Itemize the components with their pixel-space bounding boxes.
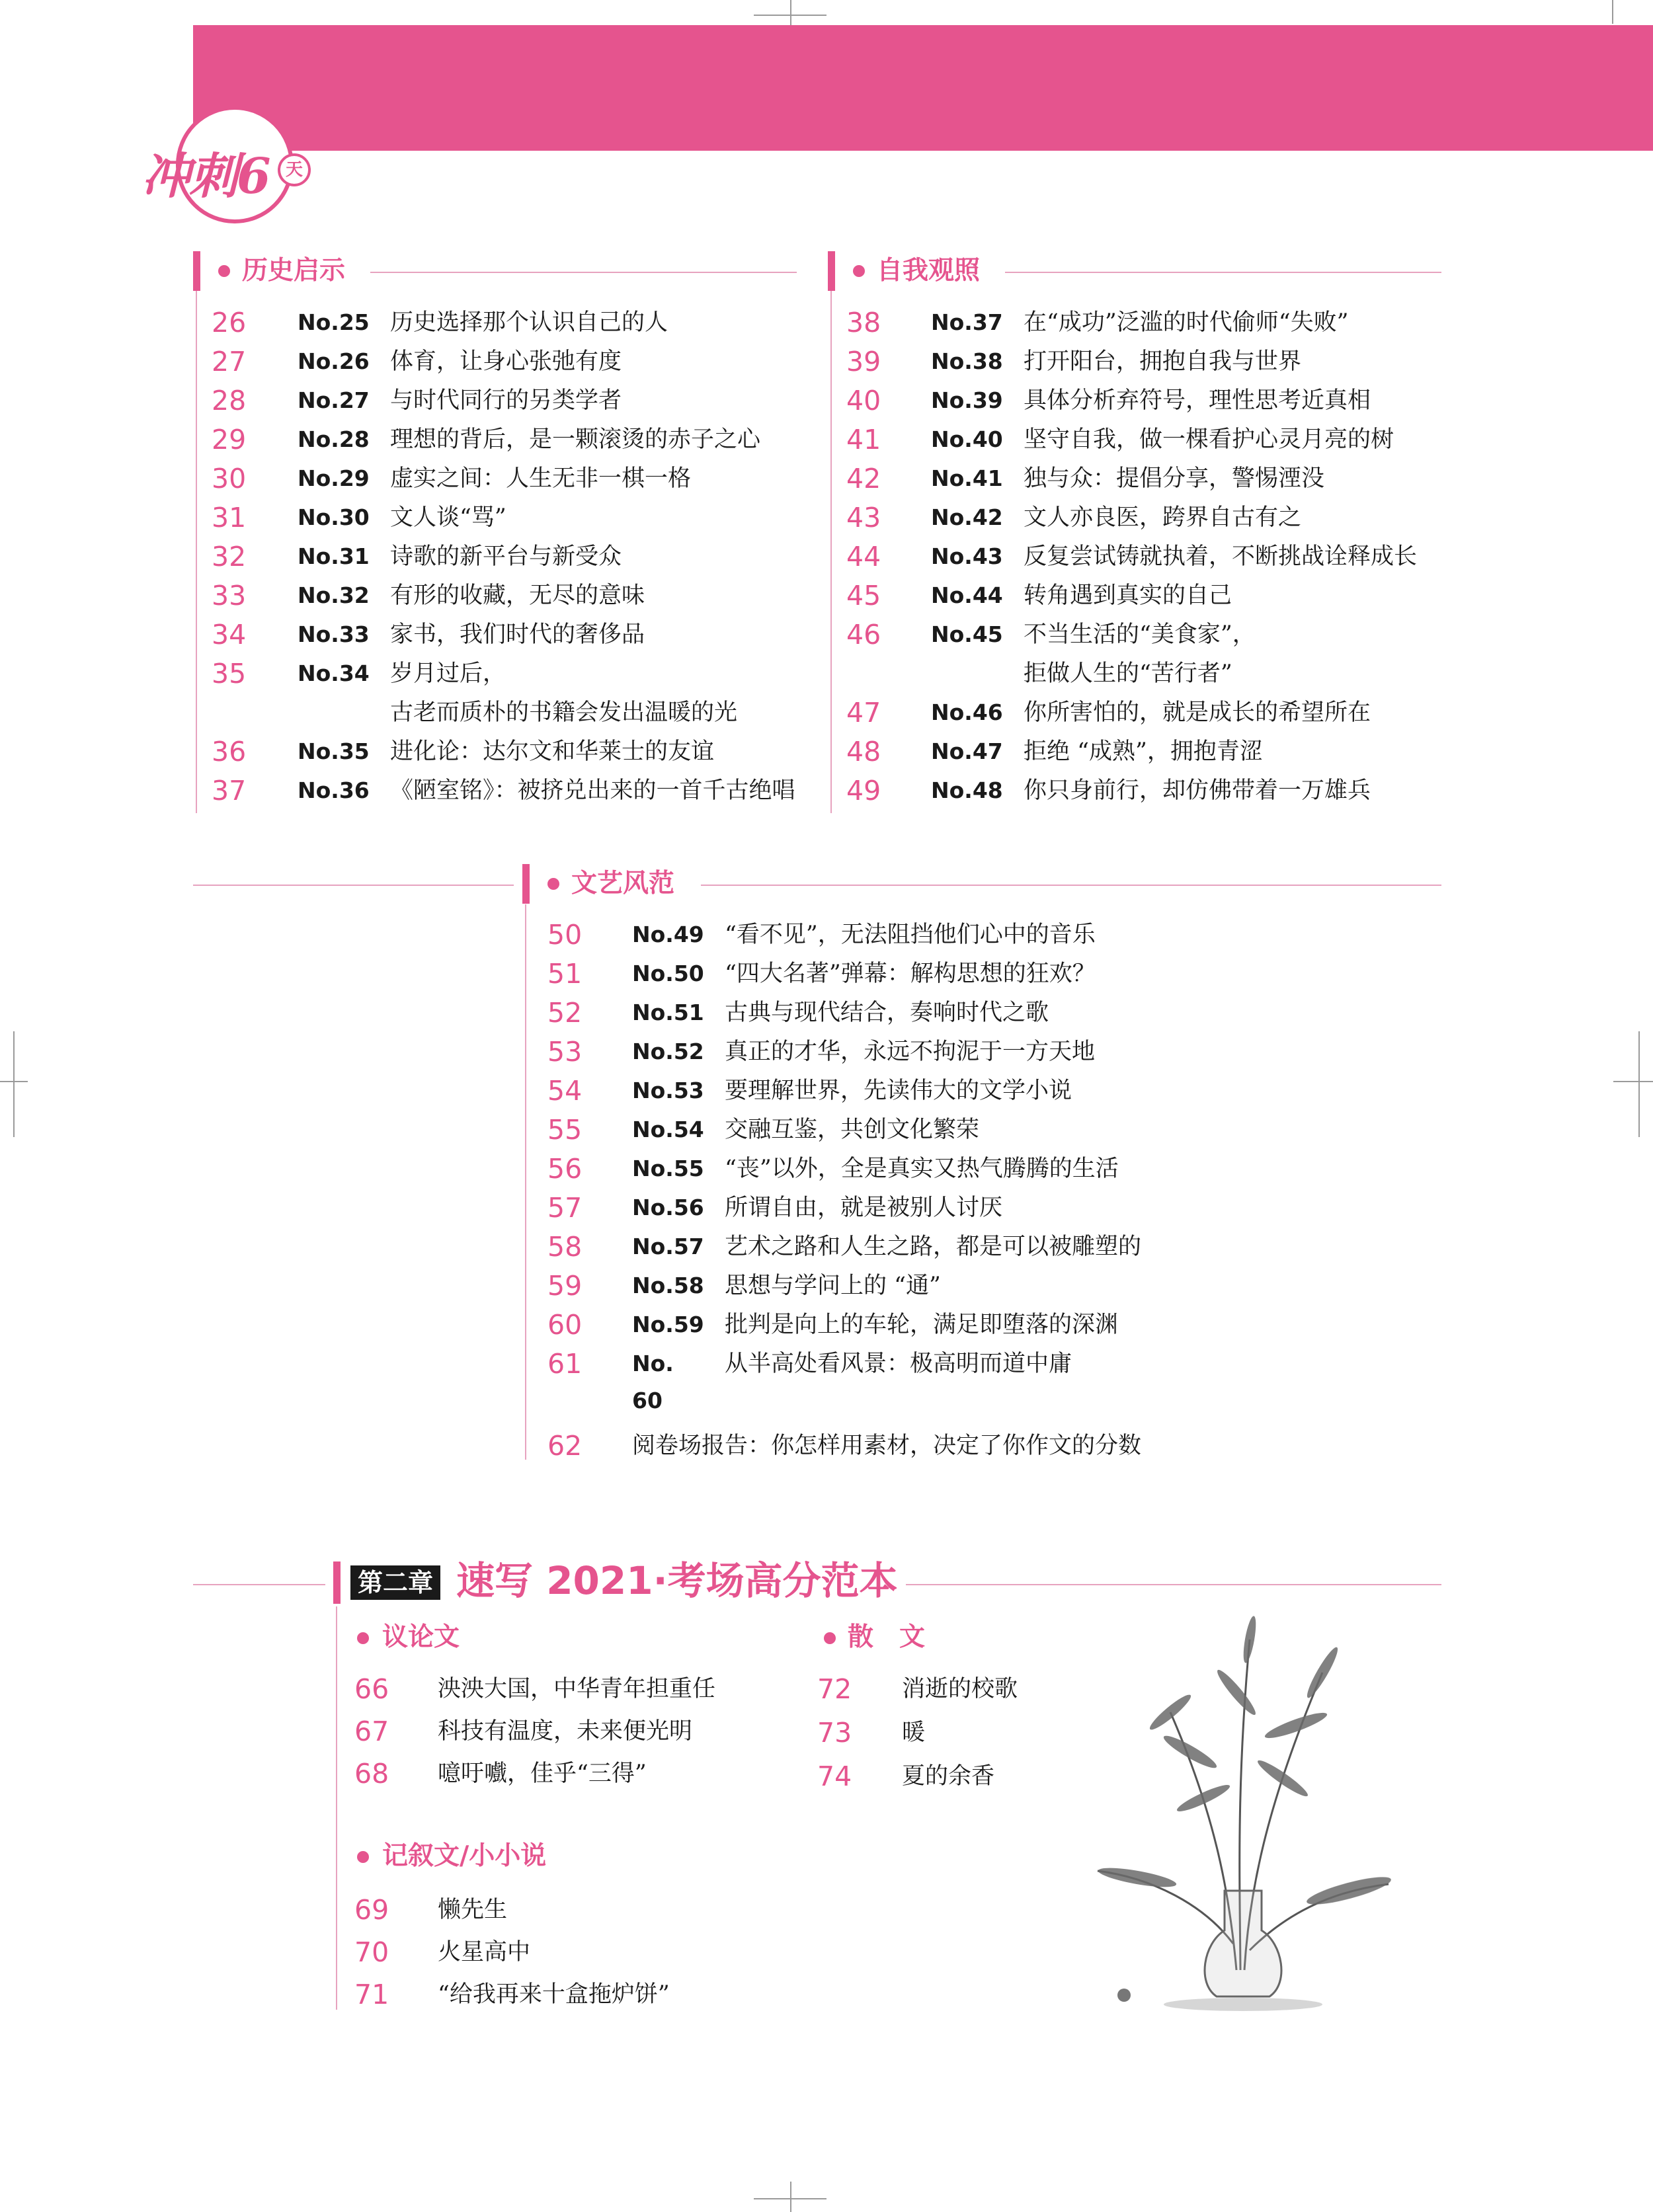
item-number: No.36: [298, 777, 370, 803]
item-number: No.39: [931, 387, 1003, 413]
subsection-title-argument: 议论文: [382, 1622, 460, 1652]
item-number: No.55: [632, 1156, 704, 1181]
item-number: No.35: [298, 738, 370, 764]
page-number: 59: [547, 1270, 583, 1302]
page-number: 28: [212, 385, 247, 416]
item-title: 从半高处看风景：极高明而道中庸: [725, 1351, 1072, 1377]
item-title: 懒先生: [438, 1897, 508, 1923]
trim-mark: [1638, 1031, 1640, 1137]
item-number: No. 60: [632, 1351, 674, 1413]
page-number: 55: [547, 1114, 583, 1146]
section-marker: [828, 251, 835, 291]
page-number: 66: [354, 1673, 389, 1705]
item-number: No.49: [632, 922, 704, 947]
item-title: 泱泱大国，中华青年担重任: [438, 1676, 716, 1702]
page-number: 56: [547, 1153, 583, 1185]
item-title: “看不见”，无法阻挡他们心中的音乐: [725, 922, 1096, 948]
section-title-history: 历史启示: [242, 256, 346, 286]
item-title: 科技有温度，未来便光明: [438, 1718, 693, 1745]
logo-day: 天: [278, 153, 311, 186]
header-band: [193, 25, 1653, 151]
chapter-marker: [333, 1561, 341, 1604]
page-number: 50: [547, 919, 583, 951]
item-title: 体育，让身心张弛有度: [390, 348, 622, 375]
item-number: No.54: [632, 1117, 704, 1142]
page-number: 60: [547, 1309, 583, 1341]
item-title: 拒绝 “成熟”，拥抱青涩: [1024, 738, 1263, 765]
item-title: 交融互鉴，共创文化繁荣: [725, 1117, 980, 1143]
plant-vase-illustration: [1071, 1600, 1415, 2023]
page-number: 49: [846, 775, 881, 807]
section-rule: [193, 885, 514, 886]
item-number: No.41: [931, 465, 1003, 491]
page-number: 53: [547, 1036, 583, 1068]
item-number: No.34: [298, 660, 370, 686]
item-title: 暖: [902, 1719, 926, 1746]
item-title: “给我再来十盒拖炉饼”: [438, 1981, 670, 2008]
section-dot: [824, 1632, 836, 1644]
item-title: 噫吁嚱，佳乎“三得”: [438, 1760, 647, 1787]
chapter-rule: [193, 1584, 325, 1585]
item-title: 独与众：提倡分享，警惕湮没: [1024, 465, 1325, 492]
item-number: No.52: [632, 1039, 704, 1064]
section-vline: [525, 904, 526, 1460]
item-title: 火星高中: [438, 1939, 531, 1965]
section-vline: [196, 291, 197, 813]
item-title: 反复尝试铸就执着，不断挑战诠释成长: [1024, 543, 1418, 570]
item-title: 具体分析弃符号，理性思考近真相: [1024, 387, 1371, 414]
page-number: 35: [212, 658, 247, 690]
item-number: No.37: [931, 309, 1003, 335]
page-number: 41: [846, 424, 881, 455]
item-number: No.33: [298, 621, 370, 647]
page-number: 45: [846, 580, 881, 612]
page-number: 69: [354, 1894, 389, 1926]
page-number: 26: [212, 307, 247, 338]
item-title: 文人亦良医，跨界自古有之: [1024, 504, 1302, 531]
item-title: 虚实之间：人生无非一棋一格: [390, 465, 692, 492]
item-title: 所谓自由，就是被别人讨厌: [725, 1195, 1003, 1221]
page-number: 27: [212, 346, 247, 377]
page-number: 62: [547, 1430, 583, 1462]
item-title: 岁月过后，: [390, 660, 506, 687]
subsection-title-prose: 散 文: [848, 1622, 926, 1652]
page-number: 33: [212, 580, 247, 612]
item-title: 诗歌的新平台与新受众: [390, 543, 622, 570]
item-title: 打开阳台，拥抱自我与世界: [1024, 348, 1302, 375]
item-number: No.31: [298, 543, 370, 569]
item-number: No.45: [931, 621, 1003, 647]
item-number: No.58: [632, 1273, 704, 1298]
page-number: 31: [212, 502, 247, 533]
item-number: No.43: [931, 543, 1003, 569]
chapter-label: 第二章: [350, 1565, 440, 1600]
section-marker: [193, 251, 200, 291]
trim-mark: [13, 1031, 15, 1137]
item-title: 坚守自我，做一棵看护心灵月亮的树: [1024, 426, 1394, 453]
item-title-line2: 拒做人生的“苦行者”: [1024, 660, 1232, 687]
page-number: 58: [547, 1231, 583, 1263]
page-number: 40: [846, 385, 881, 416]
chapter-title: 速写 2021·考场高分范本: [456, 1558, 898, 1603]
item-title: 进化论：达尔文和华莱士的友谊: [390, 738, 715, 765]
item-title: 有形的收藏，无尽的意味: [390, 582, 645, 609]
section-rule: [701, 885, 1441, 886]
section-vline: [830, 291, 832, 813]
page-number: 39: [846, 346, 881, 377]
item-title: 与时代同行的另类学者: [390, 387, 622, 414]
item-number: No.46: [931, 699, 1003, 725]
item-number: No.44: [931, 582, 1003, 608]
page-number: 57: [547, 1192, 583, 1224]
page-number: 36: [212, 736, 247, 768]
item-title: 古典与现代结合，奏响时代之歌: [725, 1000, 1049, 1026]
item-title: 转角遇到真实的自己: [1024, 582, 1232, 609]
page-number: 51: [547, 958, 583, 990]
chapter-rule: [906, 1584, 1441, 1585]
item-number: No.48: [931, 777, 1003, 803]
page-number: 42: [846, 463, 881, 494]
item-title: 要理解世界，先读伟大的文学小说: [725, 1078, 1072, 1104]
section-dot: [547, 878, 559, 890]
item-title: 理想的背后，是一颗滚烫的赤子之心: [390, 426, 761, 453]
logo-text: 冲刺6: [141, 148, 270, 205]
page-number: 37: [212, 775, 247, 807]
item-title: “丧”以外，全是真实又热气腾腾的生活: [725, 1156, 1119, 1182]
page-number: 68: [354, 1758, 389, 1790]
item-title: 《陋室铭》：被挤兑出来的一首千古绝唱: [390, 777, 795, 804]
item-number: No.32: [298, 582, 370, 608]
item-title: 消逝的校歌: [902, 1676, 1018, 1702]
section-title-self: 自我观照: [877, 256, 981, 286]
item-number: No.57: [632, 1234, 704, 1259]
trim-mark: [790, 2182, 791, 2212]
section-marker: [522, 864, 530, 904]
item-number: No.42: [931, 504, 1003, 530]
logo: [141, 100, 320, 226]
subsection-title-narrative: 记叙文/小小说: [382, 1841, 547, 1871]
page-number: 70: [354, 1936, 389, 1968]
item-number: No.38: [931, 348, 1003, 374]
item-title: 你只身前行，却仿佛带着一万雄兵: [1024, 777, 1371, 804]
page-number: 73: [817, 1717, 852, 1749]
page-number: 44: [846, 541, 881, 573]
page-number: 54: [547, 1075, 583, 1107]
item-number: No.59: [632, 1312, 704, 1337]
page-number: 48: [846, 736, 881, 768]
item-number: No.30: [298, 504, 370, 530]
item-title: 历史选择那个认识自己的人: [390, 309, 668, 336]
item-title: 真正的才华，永远不拘泥于一方天地: [725, 1039, 1096, 1065]
page-number: 29: [212, 424, 247, 455]
item-number: No.25: [298, 309, 370, 335]
item-title: 思想与学问上的 “通”: [725, 1273, 941, 1299]
item-number: No.29: [298, 465, 370, 491]
item-number: No.50: [632, 961, 704, 986]
page-number: 43: [846, 502, 881, 533]
item-title: 艺术之路和人生之路，都是可以被雕塑的: [725, 1234, 1142, 1260]
item-number: No.51: [632, 1000, 704, 1025]
trim-mark: [1612, 0, 1613, 24]
item-number: No.27: [298, 387, 370, 413]
page-number: 67: [354, 1716, 389, 1747]
section-rule: [370, 272, 797, 273]
page-number: 46: [846, 619, 881, 651]
page-number: 32: [212, 541, 247, 573]
item-number: No.56: [632, 1195, 704, 1220]
item-title: 家书，我们时代的奢侈品: [390, 621, 645, 648]
section-title-arts: 文艺风范: [571, 869, 675, 898]
section-rule: [1005, 272, 1441, 273]
item-title: 阅卷场报告：你怎样用素材，决定了你作文的分数: [632, 1433, 1142, 1459]
section-dot: [357, 1851, 369, 1863]
page-number: 71: [354, 1979, 389, 2010]
page-number: 30: [212, 463, 247, 494]
item-title-line2: 古老而质朴的书籍会发出温暖的光: [390, 699, 738, 726]
page-number: 74: [817, 1760, 852, 1792]
section-dot: [357, 1632, 369, 1644]
chapter-vline: [336, 1606, 337, 2010]
trim-mark: [1613, 1081, 1653, 1082]
item-number: No.47: [931, 738, 1003, 764]
item-title: 夏的余香: [902, 1763, 995, 1790]
item-number: No.40: [931, 426, 1003, 452]
page-number: 52: [547, 997, 583, 1029]
item-title: 在“成功”泛滥的时代偷师“失败”: [1024, 309, 1349, 336]
item-title: 文人谈“骂”: [390, 504, 506, 531]
page-number: 61: [547, 1348, 583, 1380]
page-number: 47: [846, 697, 881, 729]
item-number: No.28: [298, 426, 370, 452]
item-title: 不当生活的“美食家”，: [1024, 621, 1256, 648]
item-title: 你所害怕的，就是成长的希望所在: [1024, 699, 1371, 726]
section-dot: [853, 265, 865, 277]
page-number: 38: [846, 307, 881, 338]
page-number: 72: [817, 1673, 852, 1705]
item-title: “四大名著”弹幕：解构思想的狂欢？: [725, 961, 1096, 987]
item-title: 批判是向上的车轮，满足即堕落的深渊: [725, 1312, 1119, 1338]
section-dot: [218, 265, 230, 277]
item-number: No.26: [298, 348, 370, 374]
page-number: 34: [212, 619, 247, 651]
item-number: No.53: [632, 1078, 704, 1103]
